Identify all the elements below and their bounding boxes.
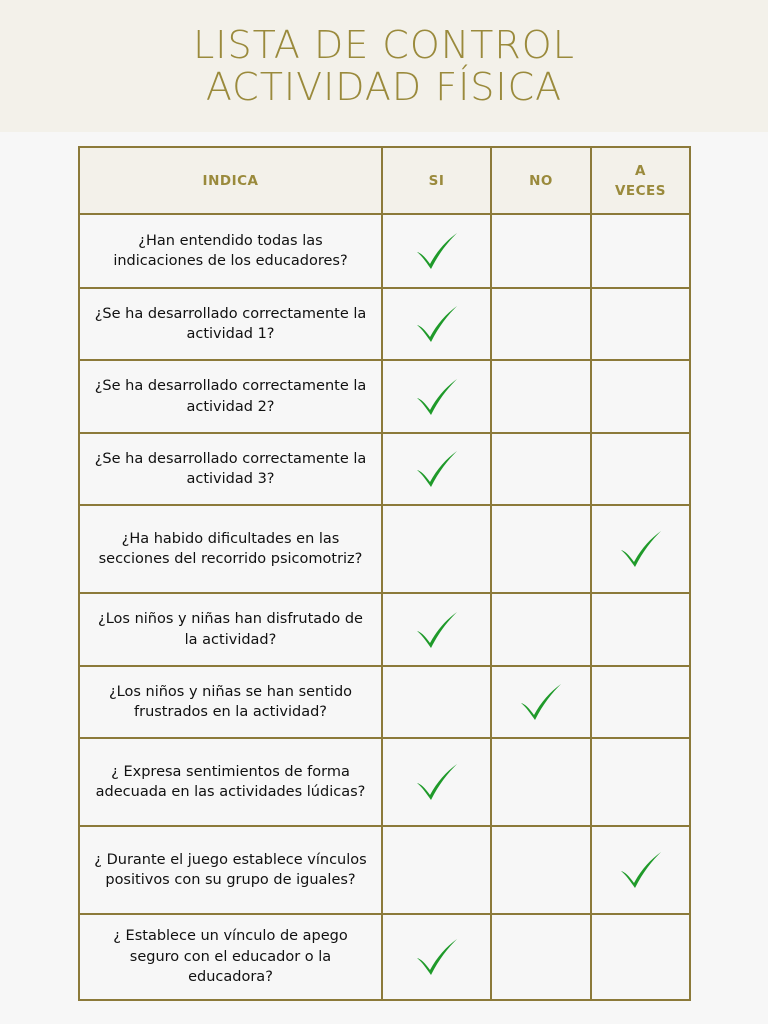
table-row <box>79 593 690 666</box>
header-a-veces: A VECES <box>591 147 690 214</box>
checkmark-icon <box>619 529 663 569</box>
table-row <box>79 214 690 288</box>
answer-cell-a-veces <box>591 914 690 1000</box>
checklist-table <box>78 146 691 1001</box>
question-cell: ¿ Expresa sentimientos de forma adecuada en las actividades lúdicas? <box>79 738 382 826</box>
checkmark-icon <box>415 937 459 977</box>
title-line-2: ACTIVIDAD FÍSICA <box>205 65 563 109</box>
table-row <box>79 914 690 1000</box>
table-row <box>79 738 690 826</box>
answer-cell-no <box>491 914 591 1000</box>
answer-cell-a-veces <box>591 288 690 360</box>
header-indica: INDICA <box>79 147 382 214</box>
answer-cell-si <box>382 914 491 1000</box>
answer-cell-a-veces <box>591 826 690 914</box>
answer-cell-si <box>382 593 491 666</box>
question-cell: ¿Los niños y niñas han disfrutado de la actividad? <box>79 593 382 666</box>
checkmark-icon <box>519 682 563 722</box>
answer-cell-a-veces <box>591 360 690 433</box>
checkmark-icon <box>415 377 459 417</box>
checkmark-icon <box>415 304 459 344</box>
question-cell: ¿Han entendido todas las indicaciones de los educadores? <box>79 214 382 288</box>
table-row <box>79 666 690 738</box>
question-cell: ¿Se ha desarrollado correctamente la actividad 2? <box>79 360 382 433</box>
answer-cell-a-veces <box>591 505 690 593</box>
answer-cell-no <box>491 738 591 826</box>
answer-cell-a-veces <box>591 666 690 738</box>
answer-cell-si <box>382 826 491 914</box>
table-row <box>79 360 690 433</box>
question-cell: ¿Se ha desarrollado correctamente la actividad 1? <box>79 288 382 360</box>
answer-cell-a-veces <box>591 214 690 288</box>
answer-cell-a-veces <box>591 738 690 826</box>
answer-cell-no <box>491 214 591 288</box>
question-cell: ¿ Durante el juego establece vínculos positivos con su grupo de iguales? <box>79 826 382 914</box>
table-header-row <box>79 147 690 214</box>
answer-cell-si <box>382 738 491 826</box>
answer-cell-si <box>382 214 491 288</box>
answer-cell-si <box>382 288 491 360</box>
checkmark-icon <box>415 610 459 650</box>
answer-cell-no <box>491 593 591 666</box>
answer-cell-a-veces <box>591 593 690 666</box>
answer-cell-no <box>491 433 591 505</box>
answer-cell-no <box>491 826 591 914</box>
answer-cell-si <box>382 666 491 738</box>
question-cell: ¿ Establece un vínculo de apego seguro con el educador o la educadora? <box>79 914 382 1000</box>
table-row <box>79 505 690 593</box>
answer-cell-si <box>382 433 491 505</box>
header-no: NO <box>491 147 591 214</box>
answer-cell-si <box>382 360 491 433</box>
page-header <box>0 0 768 132</box>
question-cell: ¿Los niños y niñas se han sentido frustrados en la actividad? <box>79 666 382 738</box>
answer-cell-no <box>491 288 591 360</box>
table-row <box>79 433 690 505</box>
header-si: SI <box>382 147 491 214</box>
answer-cell-no <box>491 360 591 433</box>
answer-cell-a-veces <box>591 433 690 505</box>
table-row <box>79 826 690 914</box>
checkmark-icon <box>619 850 663 890</box>
checkmark-icon <box>415 449 459 489</box>
title-line-1: LISTA DE CONTROL <box>193 23 575 67</box>
table-row <box>79 288 690 360</box>
question-cell: ¿Se ha desarrollado correctamente la actividad 3? <box>79 433 382 505</box>
checkmark-icon <box>415 231 459 271</box>
checkmark-icon <box>415 762 459 802</box>
question-cell: ¿Ha habido dificultades en las secciones del recorrido psicomotriz? <box>79 505 382 593</box>
answer-cell-si <box>382 505 491 593</box>
answer-cell-no <box>491 505 591 593</box>
answer-cell-no <box>491 666 591 738</box>
